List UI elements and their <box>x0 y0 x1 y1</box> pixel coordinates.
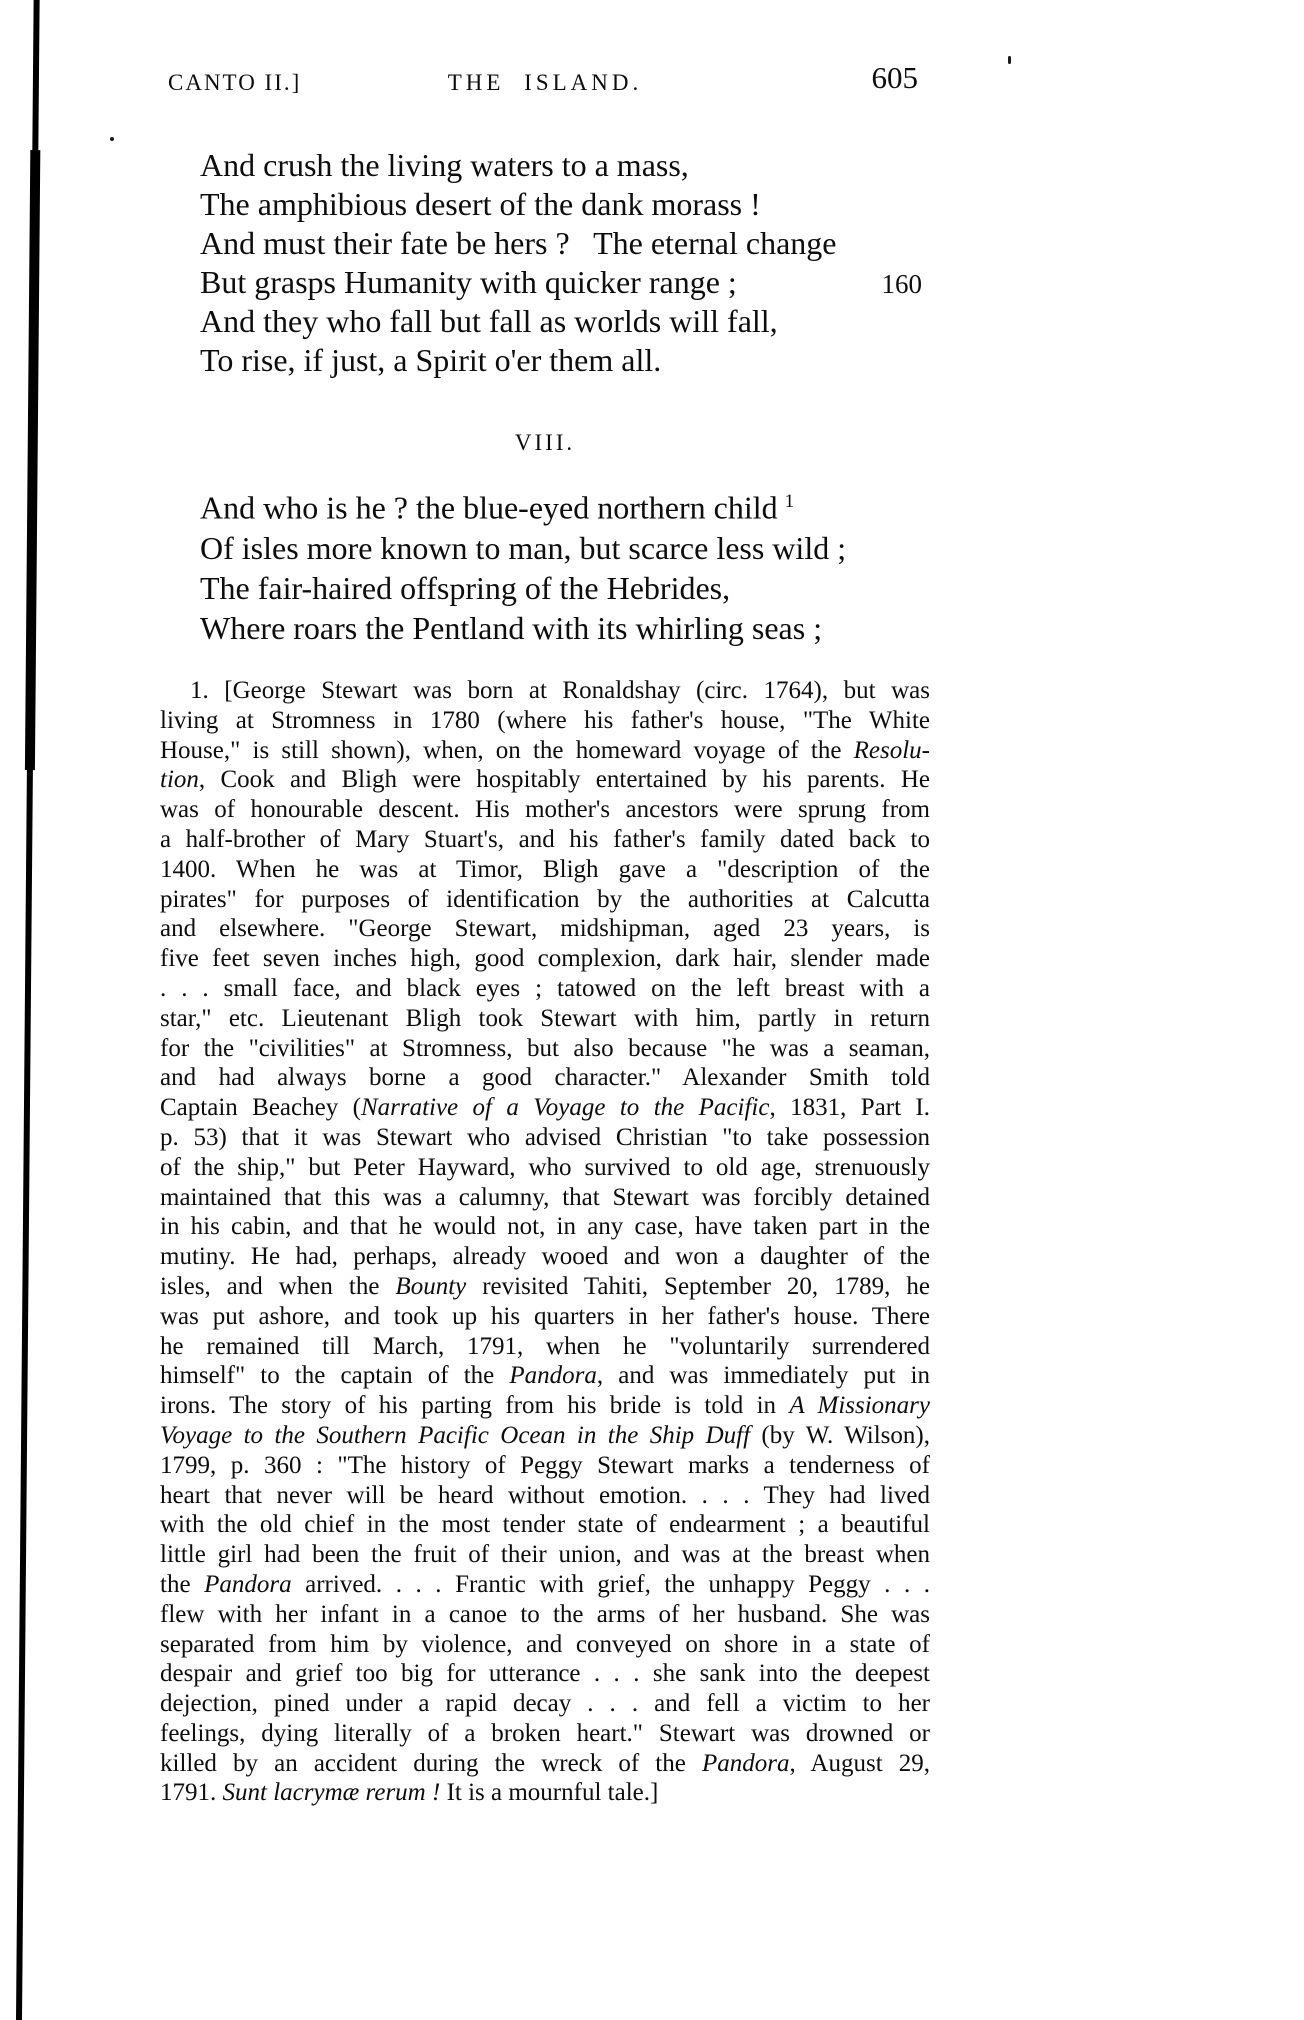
page-header <box>160 60 930 104</box>
footnote-text: , and was immediately put in <box>596 1362 930 1390</box>
footnote-line <box>160 855 930 885</box>
footnote-line <box>160 974 930 1004</box>
footnote-text: , August 29, <box>789 1749 930 1777</box>
footnote-line <box>160 765 930 795</box>
footnote-italic-text: Voyage to the Southern Pacific Ocean in the Ship Duff <box>160 1421 751 1449</box>
footnote-line <box>160 885 930 915</box>
footnote-text: mutiny. He had, perhaps, already wooed and won a daughter of the <box>160 1243 930 1271</box>
footnote-text: a half-brother of Mary Stuart's, and his father's family dated back to <box>160 825 930 853</box>
footnote-line <box>160 944 930 974</box>
footnote-line <box>160 1063 930 1093</box>
poem-line: And must their fate be hers ? The eternal change <box>200 225 837 261</box>
page-number: 605 <box>871 60 918 95</box>
footnote-text: heart that never will be heard without emotion. . . . They had lived <box>160 1481 930 1509</box>
footnote-text: irons. The story of his parting from his bride is told in <box>160 1392 790 1420</box>
poem-line: The fair-haired offspring of the Hebrides, <box>200 569 731 606</box>
footnote-line <box>160 1659 930 1689</box>
footnote <box>160 676 930 1808</box>
footnote-text: 1400. When he was at Timor, Bligh gave a "description of the <box>160 855 930 883</box>
footnote-italic-text: A Missionary <box>789 1392 930 1420</box>
footnote-line <box>160 1272 930 1302</box>
footnote-text: revisited Tahiti, September 20, 1789, he <box>466 1272 930 1300</box>
footnote-italic-text: Pandora <box>701 1749 790 1777</box>
footnote-line <box>160 1570 930 1600</box>
footnote-text: flew with her infant in a canoe to the arms of her husband. She was <box>160 1600 930 1628</box>
footnote-line <box>160 1391 930 1421</box>
poem-line: And who is he ? the blue-eyed northern child $^1$ <box>200 489 795 526</box>
footnote-text: living at Stromness in 1780 (where his father's house, "The White <box>160 706 930 734</box>
footnote-ref: 1 <box>784 491 795 512</box>
footnote-text: little girl had been the fruit of their union, and was at the breast when <box>160 1541 930 1569</box>
footnote-line <box>160 1004 930 1034</box>
footnote-text: separated from him by violence, and conveyed on shore in a state of <box>160 1630 930 1658</box>
footnote-line <box>160 1719 930 1749</box>
footnote-text: , Cook and Bligh were hospitably entertained by his parents. He <box>198 766 930 794</box>
poem-line: Of isles more known to man, but scarce less wild ; <box>200 529 847 566</box>
footnote-text: arrived. . . . Frantic with grief, the unhappy Peggy . . . <box>291 1570 930 1598</box>
footnote-text: in his cabin, and that he would not, in any case, have taken part in the <box>160 1213 930 1241</box>
footnote-text: maintained that this was a calumny, that Stewart was forcibly detained <box>160 1183 930 1211</box>
footnote-line <box>160 1630 930 1660</box>
footnote-line <box>160 914 930 944</box>
footnote-text: isles, and when the <box>160 1272 396 1300</box>
footnote-line <box>160 676 930 706</box>
stanza-vii <box>200 146 940 380</box>
footnote-line <box>160 1749 930 1779</box>
footnote-text: and elsewhere. "George Stewart, midshipman, aged 23 years, is <box>160 915 930 943</box>
footnote-text: was of honourable descent. His mother's ancestors were sprung from <box>160 796 930 824</box>
footnote-italic-text: Pandora <box>509 1362 597 1390</box>
footnote-italic-text: Bounty <box>395 1272 467 1300</box>
running-header-canto: CANTO II.] <box>168 70 302 95</box>
poem-line: And crush the living waters to a mass, <box>200 147 689 183</box>
footnote-text: was put ashore, and took up his quarters in her father's house. There <box>160 1302 930 1330</box>
footnote-line <box>160 706 930 736</box>
poem-line: Where roars the Pentland with its whirling seas ; <box>200 609 823 646</box>
footnote-text: . . . small face, and black eyes ; tatowed on the left breast with a <box>160 974 930 1002</box>
poem-line: But grasps Humanity with quicker range ; 160 <box>200 263 940 302</box>
footnote-italic-text: Pandora <box>204 1570 292 1598</box>
stanza-viii <box>200 482 940 648</box>
footnote-text: (by W. Wilson), <box>750 1421 930 1449</box>
footnote-line <box>160 1600 930 1630</box>
footnote-text: 1. [George Stewart was born at Ronaldshay (circ. 1764), but was <box>190 677 930 704</box>
footnote-text: with the old chief in the most tender state of endearment ; a beautiful <box>160 1511 930 1539</box>
footnote-text: and had always borne a good character." Alexander Smith told <box>160 1064 930 1092</box>
footnote-text: House," is still shown), when, on the homeward voyage of the <box>160 736 854 764</box>
footnote-text: feelings, dying literally of a broken heart." Stewart was drowned or <box>160 1719 930 1747</box>
footnote-line <box>160 825 930 855</box>
footnote-line <box>160 1510 930 1540</box>
footnote-line <box>160 1302 930 1332</box>
scan-speck <box>1008 56 1011 64</box>
footnote-text: killed by an accident during the wreck of the <box>160 1749 702 1777</box>
footnote-italic-text: Sunt lacrymæ rerum ! <box>222 1779 441 1807</box>
footnote-line <box>160 1778 930 1808</box>
footnote-line <box>160 795 930 825</box>
footnote-text: himself" to the captain of the <box>160 1362 510 1390</box>
footnote-text: p. 53) that it was Stewart who advised Christian "to take possession <box>160 1123 930 1151</box>
running-header-title: THE ISLAND. <box>447 70 643 95</box>
footnote-line <box>160 1242 930 1272</box>
footnote-text: five feet seven inches high, good complexion, dark hair, slender made <box>160 945 930 973</box>
footnote-italic-text: Resolu- <box>853 736 930 764</box>
footnote-text: of the ship," but Peter Hayward, who survived to old age, strenuously <box>160 1153 930 1181</box>
footnote-text: , 1831, Part I. <box>769 1094 930 1122</box>
footnote-text: pirates" for purposes of identification by the authorities at Calcutta <box>160 885 930 913</box>
footnote-line <box>160 1093 930 1123</box>
footnote-text: for the "civilities" at Stromness, but also because "he was a seaman, <box>160 1034 930 1062</box>
poem-line: The amphibious desert of the dank morass ! <box>200 186 761 222</box>
footnote-line <box>160 1421 930 1451</box>
footnote-italic-text: Narrative of a Voyage to the Pacific <box>360 1094 770 1122</box>
footnote-line <box>160 1361 930 1391</box>
footnote-line <box>160 1034 930 1064</box>
footnote-text: 1791. <box>160 1779 223 1807</box>
footnote-line <box>160 1212 930 1242</box>
footnote-line <box>160 1153 930 1183</box>
footnote-text: star," etc. Lieutenant Bligh took Stewart with him, partly in return <box>160 1004 930 1032</box>
footnote-text: Captain Beachey ( <box>160 1094 361 1122</box>
footnote-line <box>160 1123 930 1153</box>
footnote-line <box>160 1332 930 1362</box>
footnote-line <box>160 1481 930 1511</box>
footnote-text: he remained till March, 1791, when he "voluntarily surrendered <box>160 1332 930 1360</box>
footnote-text: despair and grief too big for utterance . . . she sank into the deepest <box>160 1660 930 1688</box>
footnote-line <box>160 1451 930 1481</box>
footnote-line <box>160 736 930 766</box>
footnote-text: dejection, pined under a rapid decay . . . and fell a victim to her <box>160 1690 930 1718</box>
footnote-italic-text: tion <box>160 766 199 794</box>
poem-line: To rise, if just, a Spirit o'er them all. <box>200 342 662 378</box>
footnote-line <box>160 1183 930 1213</box>
footnote-text: the <box>160 1570 205 1598</box>
section-heading: VIII. <box>514 430 576 455</box>
scan-gutter-line <box>16 0 40 2020</box>
scan-speck <box>110 137 114 141</box>
footnote-text: 1799, p. 360 : "The history of Peggy Stewart marks a tenderness of <box>160 1451 930 1479</box>
footnote-line <box>160 1540 930 1570</box>
footnote-text: It is a mournful tale.] <box>440 1779 659 1807</box>
footnote-line <box>160 1689 930 1719</box>
marginal-line-number: 160 <box>881 269 922 299</box>
poem-line: And they who fall but fall as worlds will fall, <box>200 303 778 339</box>
